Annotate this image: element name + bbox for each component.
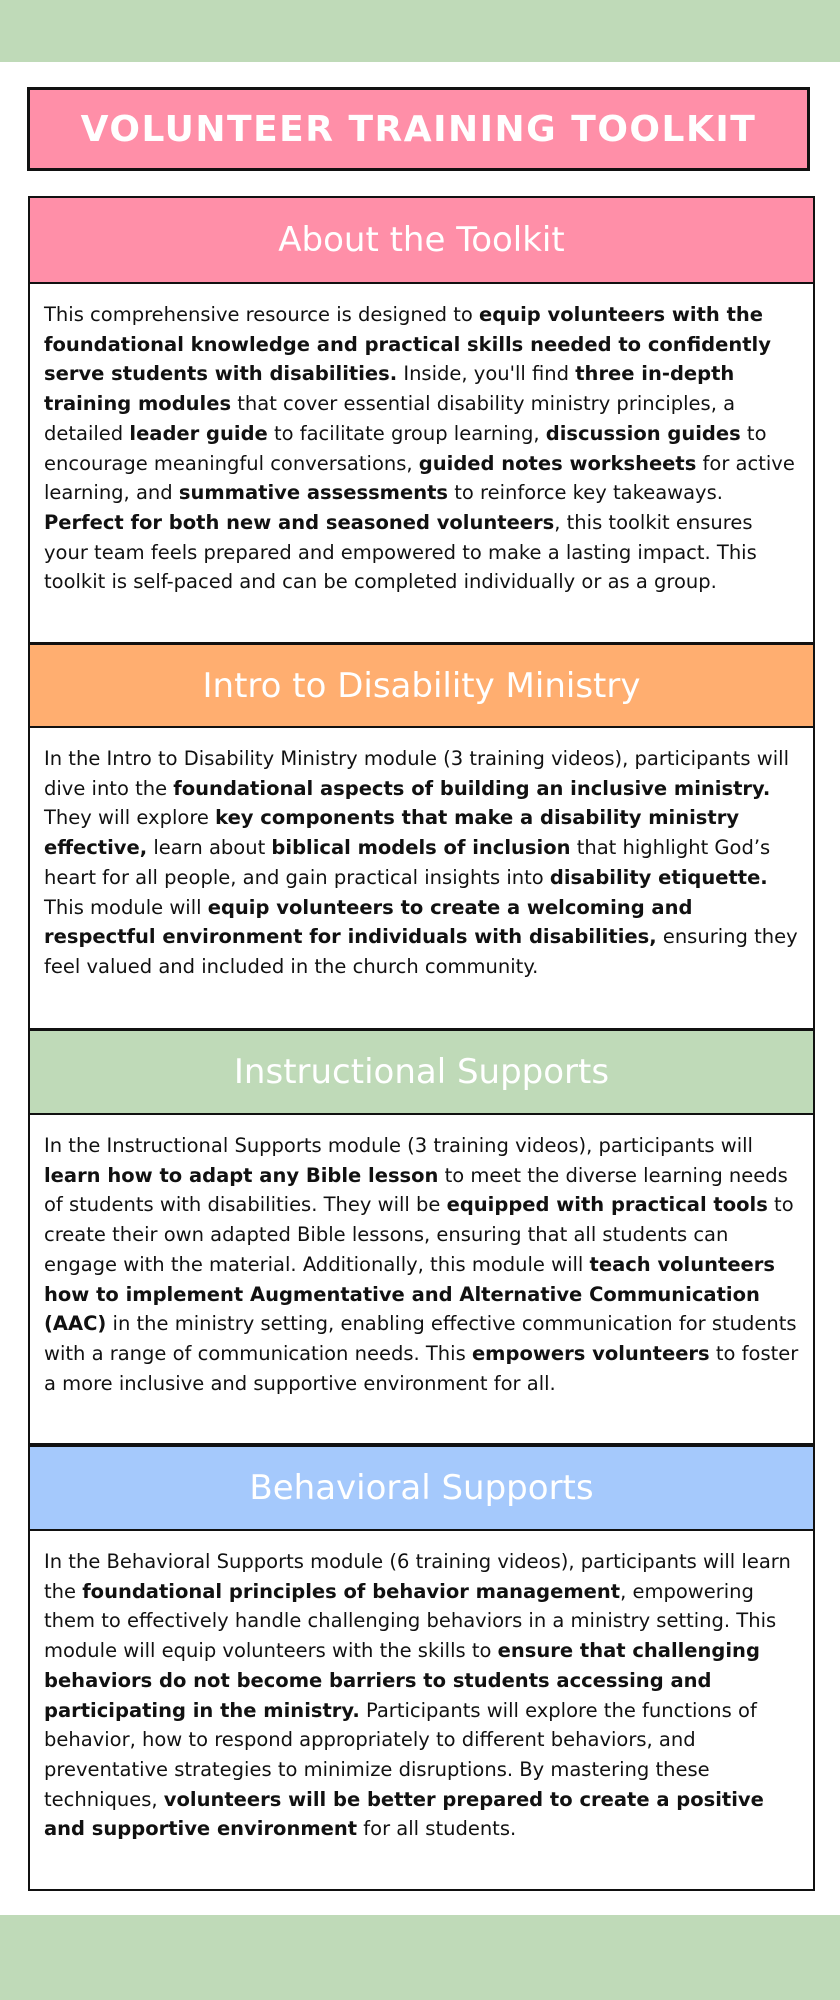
top-decorative-band (0, 0, 840, 62)
body-text: ensuring they feel valued and included in the church community. (44, 925, 798, 978)
body-text: in the ministry setting, enabling effective communication for students with a range of communication needs. This (44, 1312, 797, 1365)
section-body (28, 284, 815, 644)
body-text: , this toolkit ensures your team feels prepared and empowered to make a lasting impact. This toolkit is self-paced and can be completed individually or as a group. (44, 510, 757, 594)
body-text: This module will (44, 895, 208, 919)
bold-text: biblical models of inclusion (271, 836, 571, 860)
bold-text: key components that make a disability ministry effective, (44, 806, 740, 860)
body-text: Inside, you'll find (397, 362, 576, 386)
body-text: In the Behavioral Supports module (6 training videos), participants will learn the (44, 1550, 791, 1603)
body-text: for active learning, and (44, 451, 795, 505)
bold-text: guided notes worksheets (418, 451, 697, 475)
section-heading: About the Toolkit (278, 220, 565, 260)
section-body (28, 1115, 815, 1445)
section-heading: Behavioral Supports (249, 1468, 594, 1508)
section-heading: Intro to Disability Ministry (202, 665, 641, 706)
section-about-the-toolkit (28, 196, 815, 644)
bold-text: summative assessments (178, 481, 449, 505)
bold-text: leader guide (129, 421, 268, 445)
bold-text: equipped with practical tools (446, 1193, 768, 1217)
body-text: that highlight God’s heart for all people, and gain practical insights into (44, 836, 771, 889)
section-header (28, 643, 815, 728)
section-header (28, 1445, 815, 1531)
body-text: to create their own adapted Bible lessons, ensuring that all students can engage with the material. Additionally, this module will (44, 1193, 794, 1276)
body-text: to reinforce key takeaways. (448, 481, 723, 505)
section-intro-to-disability-ministry (28, 643, 815, 1030)
body-text: This comprehensive resource is designed to (44, 303, 480, 326)
section-header (28, 196, 815, 284)
body-text: that cover essential disability ministry principles, a detailed (44, 392, 736, 445)
body-text: Participants will explore the functions of behavior, how to respond appropriately to different behaviors, and preventative strategies to minimize disruptions. By mastering these techniques, (44, 1698, 757, 1811)
bold-text: equip volunteers with the foundational knowledge and practical skills needed to confidently serve students with disabilities. (44, 303, 771, 386)
bold-text: ensure that challenging behaviors do not become barriers to students accessing and participating in the ministry. (44, 1639, 760, 1722)
bold-text: Perfect for both new and seasoned volunteers (44, 510, 555, 534)
section-header (28, 1029, 815, 1115)
bold-text: volunteers will be better prepared to create a positive and supportive environment (44, 1787, 764, 1841)
body-text: for all students. (357, 1817, 517, 1841)
bold-text: learn how to adapt any Bible lesson (44, 1163, 439, 1187)
section-instructional-supports (28, 1029, 815, 1445)
body-text: to encourage meaningful conversations, (44, 421, 767, 475)
body-text: , empowering them to effectively handle challenging behaviors in a ministry setting. This module will equip volunteers with the skills to (44, 1579, 777, 1663)
section-behavioral-supports (28, 1445, 815, 1891)
page-title: VOLUNTEER TRAINING TOOLKIT (80, 108, 757, 150)
body-text: to meet the diverse learning needs of students with disabilities. They will be (44, 1163, 788, 1217)
bottom-decorative-band (0, 1915, 840, 2000)
bold-text: three in-depth training modules (44, 362, 735, 416)
section-body (28, 728, 815, 1030)
bold-text: discussion guides (545, 421, 741, 445)
body-text: to facilitate group learning, (267, 421, 546, 445)
title-banner (27, 87, 810, 171)
bold-text: foundational principles of behavior management (82, 1579, 621, 1603)
body-text: They will explore (44, 806, 216, 830)
section-body (28, 1531, 815, 1891)
bold-text: equip volunteers to create a welcoming and respectful environment for individuals with disabilities, (44, 895, 693, 949)
body-text: In the Instructional Supports module (3 training videos), participants will (44, 1134, 753, 1157)
body-text: In the Intro to Disability Ministry module (3 training videos), participants will dive into the (44, 747, 789, 800)
bold-text: teach volunteers how to implement Augmentative and Alternative Communication (AAC) (44, 1252, 776, 1336)
body-text: to foster a more inclusive and supportive environment for all. (44, 1341, 799, 1395)
body-text: learn about (147, 836, 272, 860)
bold-text: disability etiquette. (549, 865, 768, 889)
bold-text: foundational aspects of building an inclusive ministry. (173, 776, 771, 800)
section-heading: Instructional Supports (233, 1052, 610, 1092)
bold-text: empowers volunteers (471, 1341, 710, 1365)
